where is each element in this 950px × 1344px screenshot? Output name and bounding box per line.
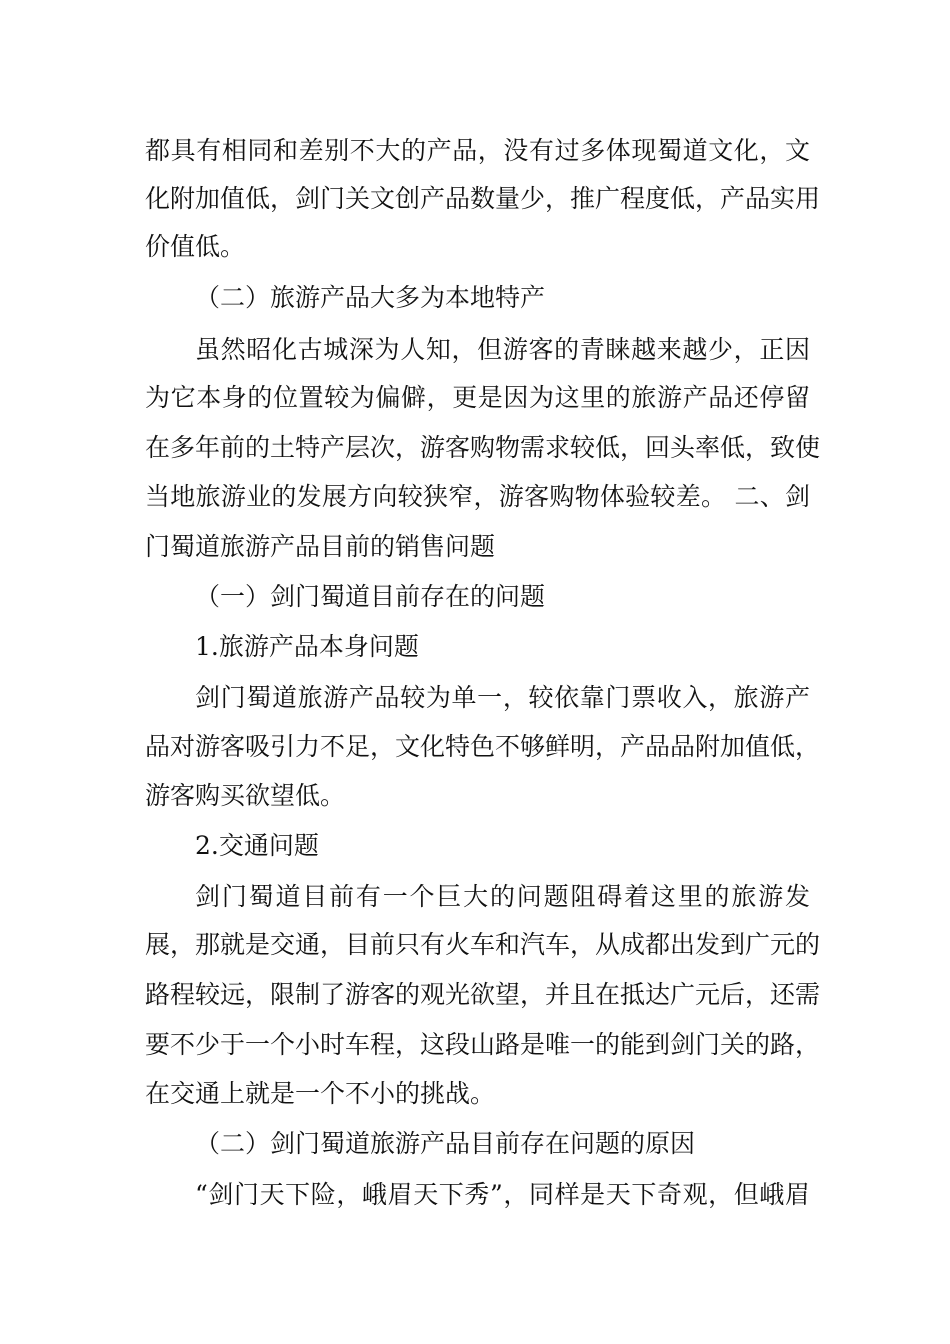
- paragraph-line: 价值低。: [145, 232, 246, 261]
- paragraph-line: 当地旅游业的发展方向较狭窄，游客购物体验较差。 二、剑: [145, 482, 810, 511]
- paragraph-line: 都具有相同和差别不大的产品，没有过多体现蜀道文化，文: [145, 136, 810, 165]
- subsection-heading: 2.交通问题: [195, 831, 319, 860]
- paragraph-line: 在多年前的土特产层次，游客购物需求较低，回头率低，致使: [145, 433, 821, 462]
- paragraph-line: 虽然昭化古城深为人知，但游客的青睐越来越少，正因: [195, 335, 810, 364]
- paragraph-line: 剑门蜀道目前有一个巨大的问题阻碍着这里的旅游发: [195, 882, 810, 911]
- paragraph-line: 门蜀道旅游产品目前的销售问题: [145, 532, 496, 561]
- paragraph-line: “剑门天下险，峨眉天下秀”，同样是天下奇观，但峨眉: [195, 1180, 810, 1209]
- paragraph-line: 路程较远，限制了游客的观光欲望，并且在抵达广元后，还需: [145, 980, 821, 1009]
- section-heading: （二）旅游产品大多为本地特产: [195, 283, 546, 312]
- paragraph-line: 为它本身的位置较为偏僻，更是因为这里的旅游产品还停留: [145, 383, 810, 412]
- paragraph-line: 要不少于一个小时车程，这段山路是唯一的能到剑门关的路，: [145, 1030, 821, 1059]
- paragraph-line: 在交通上就是一个不小的挑战。: [145, 1079, 496, 1108]
- paragraph-line: 展，那就是交通，目前只有火车和汽车，从成都出发到广元的: [145, 930, 821, 959]
- paragraph-line: 品对游客吸引力不足，文化特色不够鲜明，产品品附加值低，: [145, 732, 821, 761]
- paragraph-line: 化附加值低，剑门关文创产品数量少，推广程度低，产品实用: [145, 184, 821, 213]
- section-heading: （一）剑门蜀道目前存在的问题: [195, 582, 546, 611]
- paragraph-line: 剑门蜀道旅游产品较为单一，较依靠门票收入，旅游产: [195, 683, 810, 712]
- section-heading: （二）剑门蜀道旅游产品目前存在问题的原因: [195, 1129, 696, 1158]
- paragraph-line: 游客购买欲望低。: [145, 781, 346, 810]
- subsection-heading: 1.旅游产品本身问题: [195, 632, 419, 661]
